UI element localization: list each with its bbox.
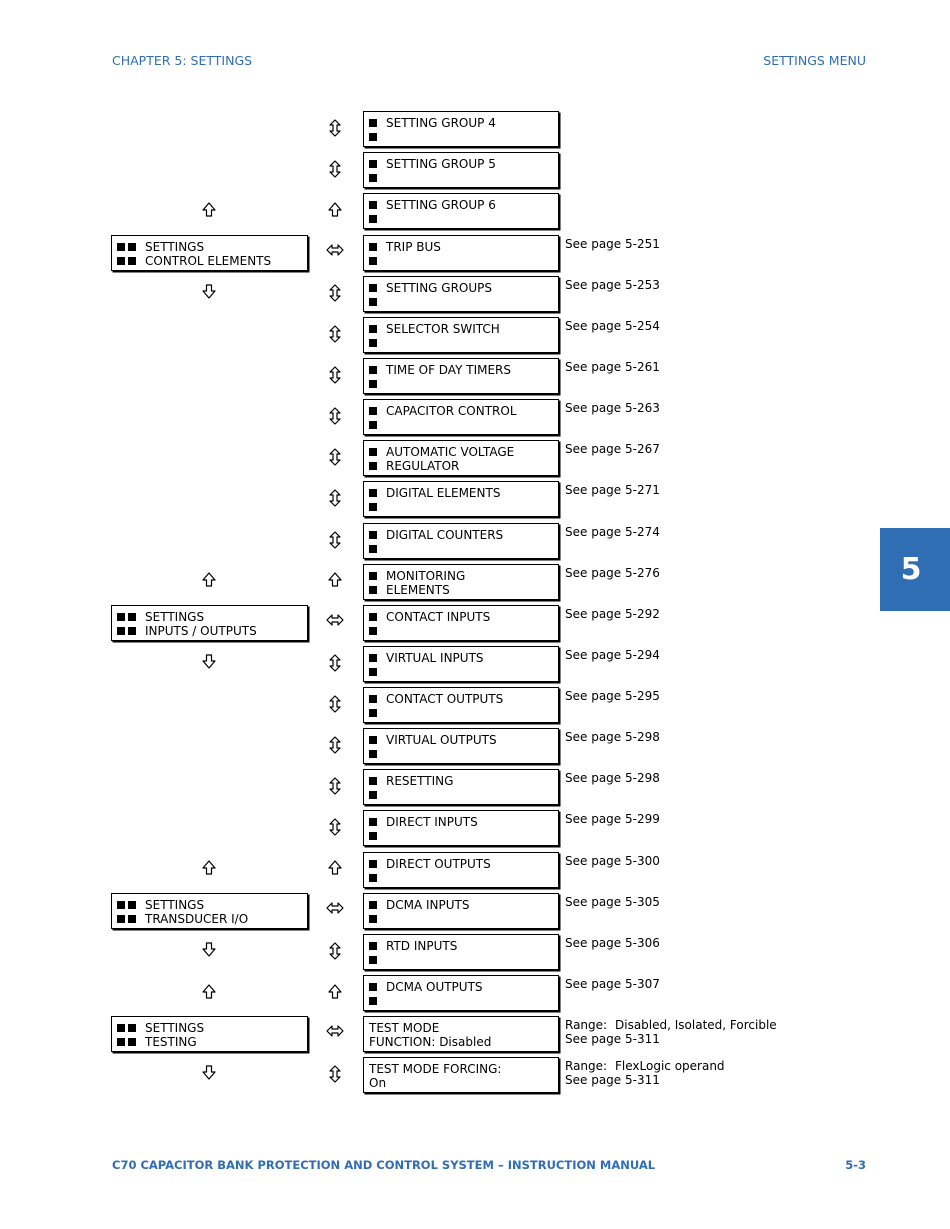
up-down-arrow-icon	[327, 531, 343, 549]
item-line1: DIRECT INPUTS	[386, 815, 478, 829]
bullet-icon	[369, 901, 377, 909]
bullet-icon	[369, 915, 377, 923]
menu-line2: INPUTS / OUTPUTS	[145, 624, 257, 638]
item-line2: On	[369, 1076, 387, 1090]
item-line1: DIGITAL COUNTERS	[386, 528, 504, 542]
item-line1: SELECTOR SWITCH	[386, 322, 500, 336]
up-down-arrow-icon	[327, 325, 343, 343]
page-ref: See page 5-276	[565, 566, 660, 580]
bullet-icon	[369, 133, 377, 141]
menu-settings-transducer-io[interactable]	[111, 893, 308, 929]
page-ref: See page 5-306	[565, 936, 660, 950]
page-number: 5-3	[845, 1158, 866, 1172]
item-line1: TIME OF DAY TIMERS	[386, 363, 511, 377]
item-resetting[interactable]	[363, 769, 559, 805]
bullet-icon	[369, 160, 377, 168]
item-line1: RESETTING	[386, 774, 454, 788]
page-ref: See page 5-305	[565, 895, 660, 909]
item-test-mode-function[interactable]	[363, 1016, 559, 1052]
bullet-icon	[369, 366, 377, 374]
page-ref: See page 5-274	[565, 525, 660, 539]
menu-settings-control-elements[interactable]	[111, 235, 308, 271]
page-ref: See page 5-311	[565, 1073, 660, 1087]
item-setting-group-6[interactable]	[363, 193, 559, 229]
bullet-icon	[369, 860, 377, 868]
section-header: SETTINGS MENU	[763, 53, 866, 68]
item-virtual-outputs[interactable]	[363, 728, 559, 764]
bullet-icon	[128, 915, 136, 923]
down-arrow-icon	[201, 652, 217, 670]
item-line1: SETTING GROUP 5	[386, 157, 496, 171]
page-ref: See page 5-251	[565, 237, 660, 251]
item-setting-groups[interactable]	[363, 276, 559, 312]
item-digital-counters[interactable]	[363, 523, 559, 559]
item-line1: DCMA OUTPUTS	[386, 980, 483, 994]
page-ref: See page 5-267	[565, 442, 660, 456]
bullet-icon	[117, 1024, 125, 1032]
range-value: FlexLogic operand	[615, 1059, 725, 1073]
up-down-arrow-icon	[327, 942, 343, 960]
bullet-icon	[369, 503, 377, 511]
bullet-icon	[369, 627, 377, 635]
item-line1: AUTOMATIC VOLTAGE	[386, 445, 515, 459]
item-direct-outputs[interactable]	[363, 852, 559, 888]
page-ref: See page 5-261	[565, 360, 660, 374]
bullet-icon	[369, 613, 377, 621]
item-selector-switch[interactable]	[363, 317, 559, 353]
up-arrow-icon	[201, 983, 217, 1001]
down-arrow-icon	[201, 282, 217, 300]
bullet-icon	[369, 243, 377, 251]
item-line1: TRIP BUS	[386, 240, 441, 254]
item-digital-elements[interactable]	[363, 481, 559, 517]
bullet-icon	[369, 709, 377, 717]
menu-settings-inputs-outputs[interactable]	[111, 605, 308, 641]
bullet-icon	[117, 901, 125, 909]
bullet-icon	[128, 257, 136, 265]
item-line1: MONITORING	[386, 569, 466, 583]
page-ref: See page 5-298	[565, 730, 660, 744]
page-ref: See page 5-263	[565, 401, 660, 415]
bullet-icon	[369, 448, 377, 456]
item-direct-inputs[interactable]	[363, 810, 559, 846]
range-label: Range:	[565, 1018, 608, 1032]
up-down-arrow-icon	[327, 777, 343, 795]
left-right-arrow-icon	[326, 1022, 344, 1040]
bullet-icon	[369, 942, 377, 950]
item-contact-outputs[interactable]	[363, 687, 559, 723]
range-label: Range:	[565, 1059, 608, 1073]
bullet-icon	[117, 915, 125, 923]
bullet-icon	[128, 1038, 136, 1046]
item-line1: CONTACT INPUTS	[386, 610, 491, 624]
up-arrow-icon	[327, 571, 343, 589]
up-arrow-icon	[201, 201, 217, 219]
bullet-icon	[117, 257, 125, 265]
up-arrow-icon	[201, 571, 217, 589]
chapter-tab-number: 5	[900, 552, 922, 587]
bullet-icon	[369, 174, 377, 182]
bullet-icon	[128, 613, 136, 621]
item-line1: CAPACITOR CONTROL	[386, 404, 517, 418]
page-ref: See page 5-298	[565, 771, 660, 785]
item-trip-bus[interactable]	[363, 235, 559, 271]
up-arrow-icon	[327, 201, 343, 219]
item-line1: TEST MODE	[369, 1021, 440, 1035]
range-value: Disabled, Isolated, Forcible	[615, 1018, 777, 1032]
chapter-tab	[880, 528, 950, 611]
bullet-icon	[117, 1038, 125, 1046]
down-arrow-icon	[201, 1063, 217, 1081]
up-arrow-icon	[327, 983, 343, 1001]
bullet-icon	[369, 421, 377, 429]
menu-line2: TESTING	[145, 1035, 197, 1049]
bullet-icon	[369, 119, 377, 127]
bullet-icon	[369, 201, 377, 209]
item-line1: VIRTUAL INPUTS	[386, 651, 484, 665]
menu-line1: SETTINGS	[145, 610, 205, 624]
bullet-icon	[369, 654, 377, 662]
up-down-arrow-icon	[327, 407, 343, 425]
item-time-of-day-timers[interactable]	[363, 358, 559, 394]
up-down-arrow-icon	[327, 160, 343, 178]
page-ref: See page 5-294	[565, 648, 660, 662]
page-ref: See page 5-299	[565, 812, 660, 826]
menu-settings-testing[interactable]	[111, 1016, 308, 1052]
up-arrow-icon	[201, 859, 217, 877]
bullet-icon	[369, 750, 377, 758]
item-line2: REGULATOR	[386, 459, 460, 473]
bullet-icon	[128, 1024, 136, 1032]
page-ref: See page 5-311	[565, 1032, 660, 1046]
bullet-icon	[117, 613, 125, 621]
bullet-icon	[128, 243, 136, 251]
bullet-icon	[369, 298, 377, 306]
left-right-arrow-icon	[326, 611, 344, 629]
item-line2: ELEMENTS	[386, 583, 450, 597]
item-dcma-outputs[interactable]	[363, 975, 559, 1011]
item-line1: RTD INPUTS	[386, 939, 458, 953]
item-line2: FUNCTION: Disabled	[369, 1035, 492, 1049]
page-ref: See page 5-253	[565, 278, 660, 292]
up-down-arrow-icon	[327, 284, 343, 302]
bullet-icon	[117, 243, 125, 251]
page-ref: See page 5-292	[565, 607, 660, 621]
left-right-arrow-icon	[326, 899, 344, 917]
up-down-arrow-icon	[327, 654, 343, 672]
menu-line2: TRANSDUCER I/O	[145, 912, 249, 926]
range-note	[565, 1059, 725, 1087]
bullet-icon	[369, 325, 377, 333]
bullet-icon	[369, 531, 377, 539]
bullet-icon	[369, 818, 377, 826]
menu-line1: SETTINGS	[145, 240, 205, 254]
page-ref: See page 5-295	[565, 689, 660, 703]
bullet-icon	[369, 874, 377, 882]
bullet-icon	[369, 832, 377, 840]
bullet-icon	[369, 462, 377, 470]
bullet-icon	[369, 572, 377, 580]
item-line1: SETTING GROUP 4	[386, 116, 496, 130]
bullet-icon	[369, 695, 377, 703]
menu-line1: SETTINGS	[145, 1021, 205, 1035]
up-down-arrow-icon	[327, 366, 343, 384]
page-ref: See page 5-254	[565, 319, 660, 333]
bullet-icon	[369, 791, 377, 799]
bullet-icon	[369, 407, 377, 415]
range-note	[565, 1018, 777, 1046]
bullet-icon	[369, 997, 377, 1005]
up-down-arrow-icon	[327, 489, 343, 507]
down-arrow-icon	[201, 940, 217, 958]
up-arrow-icon	[327, 859, 343, 877]
item-line1: DIGITAL ELEMENTS	[386, 486, 501, 500]
item-line1: TEST MODE FORCING:	[369, 1062, 502, 1076]
bullet-icon	[369, 489, 377, 497]
item-line1: DCMA INPUTS	[386, 898, 470, 912]
item-line1: SETTING GROUPS	[386, 281, 492, 295]
bullet-icon	[369, 215, 377, 223]
up-down-arrow-icon	[327, 736, 343, 754]
chapter-header: CHAPTER 5: SETTINGS	[112, 53, 253, 68]
up-down-arrow-icon	[327, 119, 343, 137]
bullet-icon	[369, 668, 377, 676]
bullet-icon	[369, 545, 377, 553]
bullet-icon	[117, 627, 125, 635]
page-ref: See page 5-307	[565, 977, 660, 991]
item-dcma-inputs[interactable]	[363, 893, 559, 929]
item-monitoring-elements[interactable]	[363, 564, 559, 600]
menu-line2: CONTROL ELEMENTS	[145, 254, 272, 268]
bullet-icon	[369, 586, 377, 594]
up-down-arrow-icon	[327, 448, 343, 466]
page-ref: See page 5-300	[565, 854, 660, 868]
item-capacitor-control[interactable]	[363, 399, 559, 435]
up-down-arrow-icon	[327, 695, 343, 713]
bullet-icon	[369, 339, 377, 347]
item-test-mode-forcing[interactable]	[363, 1057, 559, 1093]
bullet-icon	[369, 257, 377, 265]
item-setting-group-4[interactable]	[363, 111, 559, 147]
item-rtd-inputs[interactable]	[363, 934, 559, 970]
item-automatic-voltage-regulator[interactable]	[363, 440, 559, 476]
bullet-icon	[369, 956, 377, 964]
item-line1: VIRTUAL OUTPUTS	[386, 733, 497, 747]
item-setting-group-5[interactable]	[363, 152, 559, 188]
bullet-icon	[369, 777, 377, 785]
manual-title-footer: C70 CAPACITOR BANK PROTECTION AND CONTROL SYSTEM – INSTRUCTION MANUAL	[112, 1158, 656, 1172]
bullet-icon	[369, 736, 377, 744]
up-down-arrow-icon	[327, 1065, 343, 1083]
item-line1: CONTACT OUTPUTS	[386, 692, 504, 706]
item-virtual-inputs[interactable]	[363, 646, 559, 682]
page-ref: See page 5-271	[565, 483, 660, 497]
bullet-icon	[369, 983, 377, 991]
bullet-icon	[369, 284, 377, 292]
bullet-icon	[128, 627, 136, 635]
item-contact-inputs[interactable]	[363, 605, 559, 641]
menu-line1: SETTINGS	[145, 898, 205, 912]
bullet-icon	[369, 380, 377, 388]
left-right-arrow-icon	[326, 241, 344, 259]
item-line1: DIRECT OUTPUTS	[386, 857, 491, 871]
up-down-arrow-icon	[327, 818, 343, 836]
item-line1: SETTING GROUP 6	[386, 198, 496, 212]
bullet-icon	[128, 901, 136, 909]
